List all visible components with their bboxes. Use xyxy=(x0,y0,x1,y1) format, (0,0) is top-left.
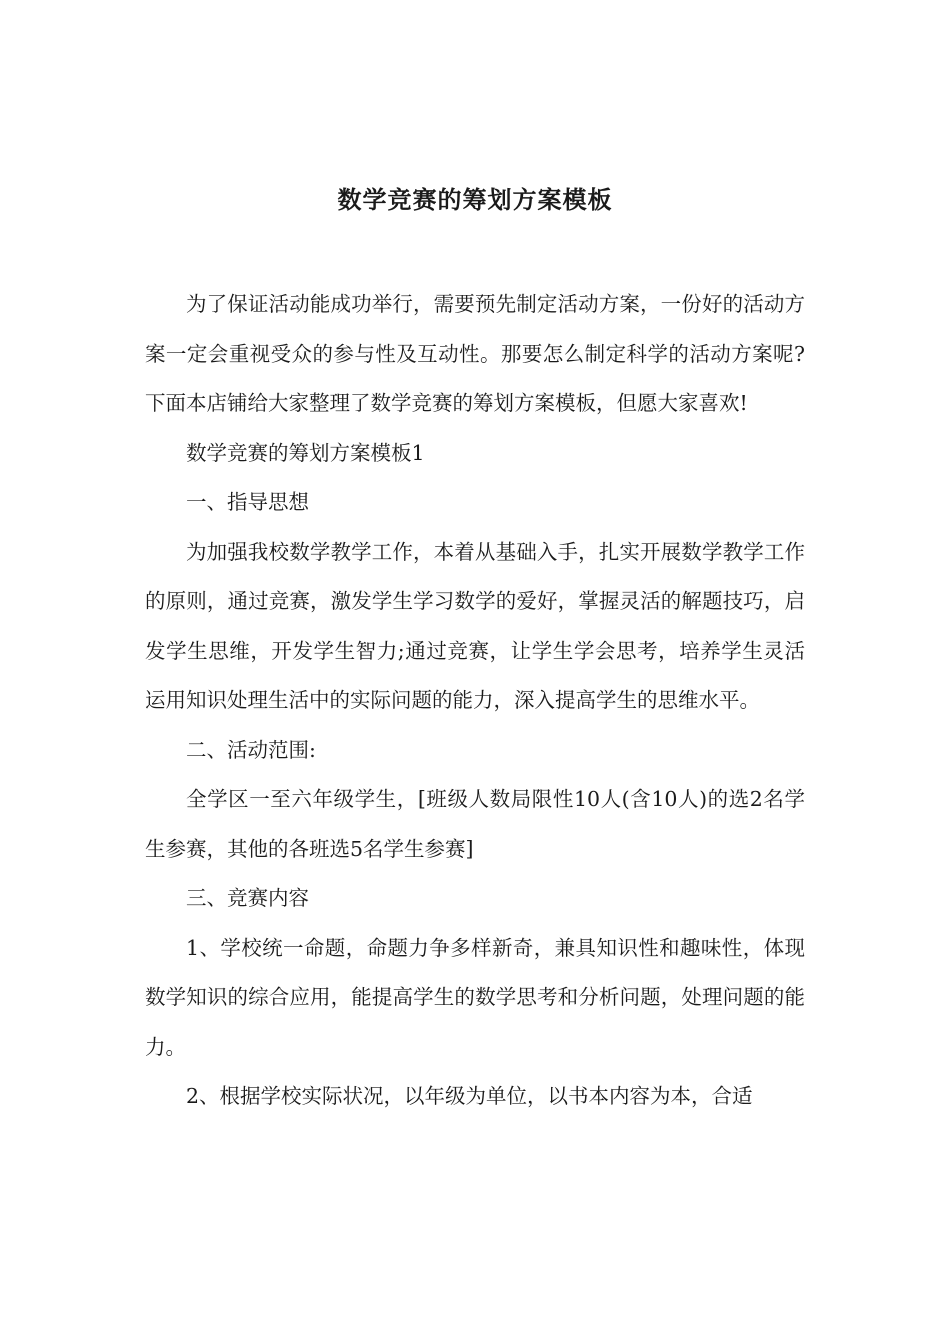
document-title: 数学竞赛的筹划方案模板 xyxy=(337,185,613,214)
section-paragraph-activity-scope: 全学区一至六年级学生，[班级人数局限性10人(含10人)的选2名学生参赛，其他的各班选5名学生参赛] xyxy=(145,787,805,861)
contest-content-item-2: 2、根据学校实际状况，以年级为单位，以书本内容为本，合适 xyxy=(186,1084,753,1108)
intro-paragraph: 为了保证活动能成功举行，需要预先制定活动方案，一份好的活动方案一定会重视受众的参与性及互动性。那要怎么制定科学的活动方案呢?下面本店铺给大家整理了数学竞赛的筹划方案模板，但愿大家喜欢! xyxy=(145,292,805,415)
section-paragraph-guiding-thought: 为加强我校数学教学工作，本着从基础入手，扎实开展数学教学工作的原则，通过竞赛，激发学生学习数学的爱好，掌握灵活的解题技巧，启发学生思维，开发学生智力;通过竞赛，让学生学会思考，培养学生灵活运用知识处理生活中的实际问题的能力，深入提高学生的思维水平。 xyxy=(145,539,805,712)
section-heading-guiding-thought: 一、指导思想 xyxy=(186,490,309,514)
contest-content-item-1: 1、学校统一命题，命题力争多样新奇，兼具知识性和趣味性，体现数学知识的综合应用，能提高学生的数学思考和分析问题，处理问题的能力。 xyxy=(145,935,805,1059)
document-body xyxy=(145,280,805,1122)
template-heading: 数学竞赛的筹划方案模板1 xyxy=(186,440,425,465)
section-heading-activity-scope: 二、活动范围: xyxy=(186,737,316,762)
section-heading-contest-content: 三、竞赛内容 xyxy=(186,886,309,910)
